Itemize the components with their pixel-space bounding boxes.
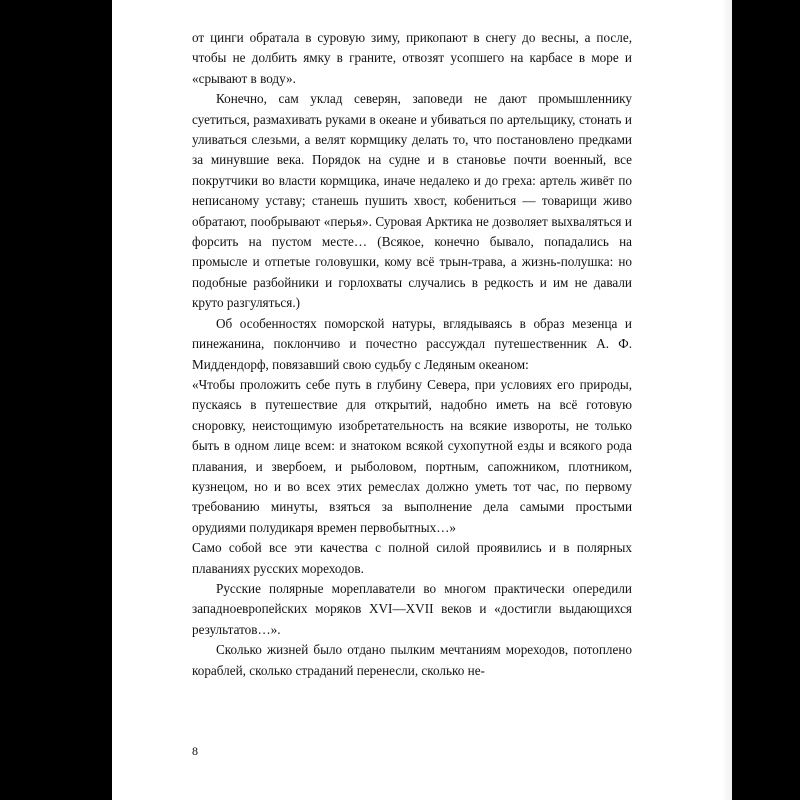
page-edge-shadow (722, 0, 732, 800)
paragraph: Русские полярные мореплаватели во многом практически опередили западноевропейских моряков XVI—XVII веков и «достигли выдающихся результатов…». (192, 580, 632, 637)
book-page (112, 0, 732, 800)
paragraph: Конечно, сам уклад северян, заповеди не дают промышленнику суетиться, размахивать руками в океане и убиваться по артельщику, стонать и уливаться слезьми, а велят кормщику делать то, что постановлено предками за минувшие века. Порядок на судне и в становье почти военный, все покрутчики во власти кормщика, иначе недалеко и до греха: артель живёт по неписаному уставу; станешь пушить хвост, кобениться — товарищи живо обратают, пообрывают «перья». Суровая Арктика не дозволяет выхваляться и форсить на пустом месте… (Всякое, конечно бывало, попадались на промысле и отпетые головушки, кому всё трын-трава, а жизнь-полушка: но подобные разбойники и горлохваты случались в редкость и им не давали круто разгуляться.) (192, 91, 632, 311)
quoted-passage: «Чтобы проложить себе путь в глубину Севера, при условиях его природы, пускаясь в путешествие для открытий, надобно иметь на всё готовую сноровку, неистощимую изобретательность на всякие извороты, не только быть в одном лице всем: и знатоком всякой сухопутной езды и всякого рода плавания, и звербоем, и рыболовом, портным, сапожником, плотником, кузнецом, но и во всех этих ремеслах должно уметь тот час, по первому требованию минуты, взяться за выполнение дела самыми простыми орудиями полудикаря времен первобытных…» (192, 376, 632, 535)
page-text-column (192, 28, 632, 681)
paragraph: от цинги обратала в суровую зиму, прикопают в снегу до весны, а после, чтобы не долбить ямку в граните, отвозят усопшего на карбасе в море и «срывают в воду». (192, 30, 632, 86)
paragraph: Сколько жизней было отдано пылким мечтаниям мореходов, потоплено кораблей, сколько страданий перенесли, сколько не- (192, 642, 632, 678)
paragraph: Об особенностях поморской натуры, вглядываясь в образ мезенца и пинежанина, поклончиво и почестно рассуждал путешественник А. Ф. Миддендорф, повязавший свою судьбу с Ледяным океаном: (192, 315, 632, 372)
paragraph: Само собой все эти качества с полной силой проявились и в полярных плаваниях русских мореходов. (192, 540, 632, 576)
page-number: 8 (192, 744, 198, 758)
